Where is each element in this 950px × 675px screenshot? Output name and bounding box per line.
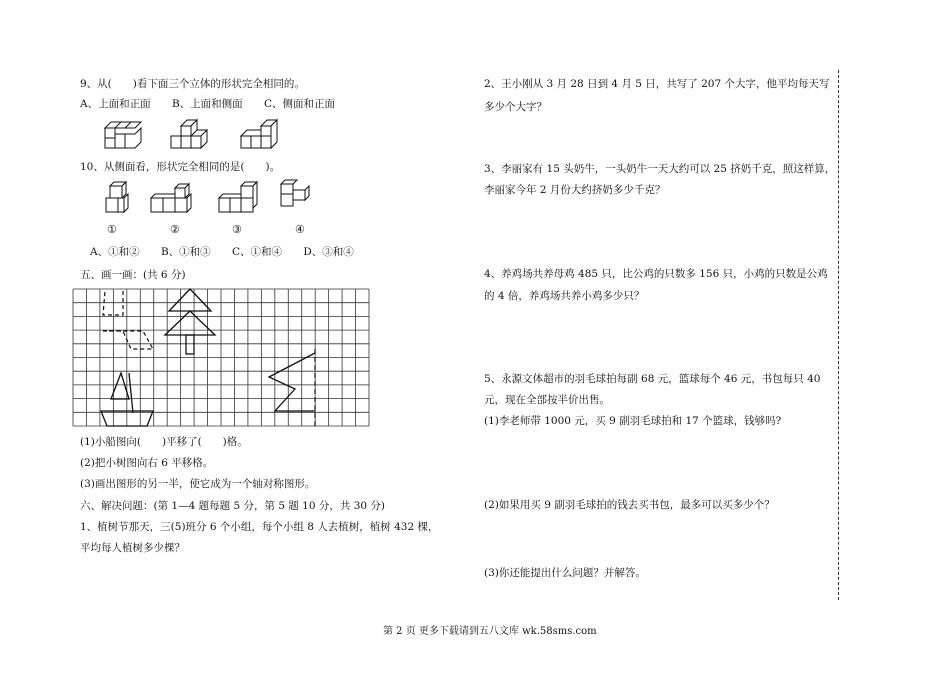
figure-label-4: ④ [295, 223, 305, 236]
question-10-options [90, 245, 372, 259]
figure-label-2: ② [170, 223, 180, 236]
cube-figure-1 [106, 182, 128, 212]
problem-1-line-1: 1、植树节那天，三(5)班分 6 个小组，每个小组 8 人去植树，植树 432 棵， [80, 521, 439, 533]
symmetry-figure [269, 353, 315, 411]
page-footer: 第 2 页 更多下载请到五八文库 wk.58sms.com [383, 626, 597, 637]
cube-figure-4 [281, 180, 309, 206]
option-b: B、①和③ [160, 246, 211, 258]
question-10: 10、从侧面看，形状完全相同的是( )。 [80, 161, 281, 173]
option-a: A、上面和正面 [80, 98, 151, 110]
cube-figure-2 [151, 184, 191, 212]
option-a: A、①和② [90, 246, 140, 258]
dashed-figure [103, 291, 153, 349]
draw-question-1: (1)小船图向( )平移了( )格。 [80, 436, 248, 448]
option-c: C、①和④ [232, 246, 283, 258]
cube-figure-1 [105, 122, 141, 148]
problem-4-line-2: 的 4 倍，养鸡场共养小鸡多少只？ [484, 290, 645, 302]
binding-line [838, 70, 839, 600]
section-6-title: 六、解决问题：(第 1—4 题每题 5 分，第 5 题 10 分，共 30 分) [80, 500, 386, 512]
cube-figure-3 [241, 120, 277, 148]
problem-2-line-1: 2、王小刚从 3 月 28 日到 4 月 5 日，共写了 207 个大字，他平均每天写 [484, 78, 830, 90]
question-9: 9、从( )看下面三个立体的形状完全相同的。 [80, 78, 305, 90]
question-9-options [80, 97, 353, 111]
q9-cube-figures [95, 114, 305, 150]
cube-figure-2 [171, 120, 207, 148]
problem-4-line-1: 4、养鸡场共养母鸡 485 只，比公鸡的只数多 156 只，小鸡的只数是公鸡 [484, 268, 828, 280]
option-d: D、③和④ [303, 246, 354, 258]
problem-1-line-2: 平均每人植树多少棵？ [80, 542, 185, 554]
problem-5-line-2: 元，现在全部按半价出售。 [484, 394, 610, 406]
figure-label-3: ③ [232, 223, 242, 236]
drawing-grid [73, 289, 369, 426]
problem-2-line-2: 多少个大字？ [484, 101, 547, 113]
option-c: C、侧面和正面 [264, 98, 336, 110]
section-5-title: 五、画一画：(共 6 分) [80, 269, 186, 281]
option-b: B、上面和侧面 [171, 98, 243, 110]
problem-5-sub-1: (1)李老师带 1000 元，买 9 副羽毛球拍和 17 个篮球，钱够吗? [484, 415, 782, 427]
problem-3-line-2: 李丽家今年 2 月份大约挤奶多少千克？ [484, 184, 666, 196]
problem-5-line-1: 5、永源文体超市的羽毛球拍每副 68 元，篮球每个 46 元，书包每只 40 [484, 373, 821, 385]
problem-5-sub-2: (2)如果用买 9 副羽毛球拍的钱去买书包，最多可以买多少个？ [484, 499, 775, 511]
q10-cube-figures [100, 180, 330, 216]
problem-5-sub-3: (3)你还能提出什么问题？并解答。 [484, 567, 646, 579]
problem-3-line-1: 3、李丽家有 15 头奶牛，一头奶牛一天大约可以 25 挤奶千克，照这样算， [484, 163, 836, 175]
figure-label-1: ① [107, 223, 117, 236]
draw-question-2: (2)把小树图向右 6 平移格。 [80, 457, 214, 469]
draw-question-3: (3)画出图形的另一半，使它成为一个轴对称图形。 [80, 478, 316, 490]
cube-figure-3 [219, 182, 257, 212]
